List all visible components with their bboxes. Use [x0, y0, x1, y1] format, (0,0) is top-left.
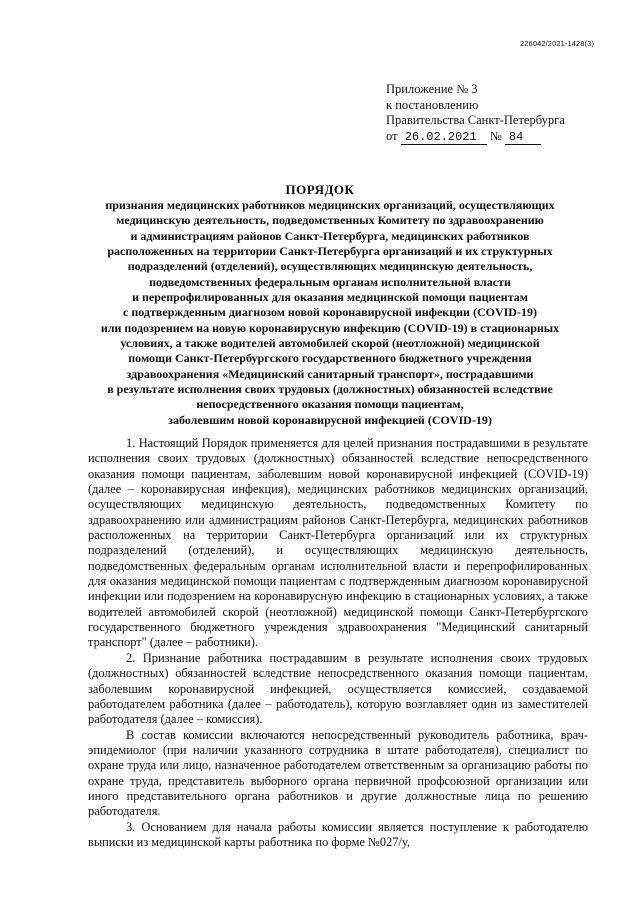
paragraph-2-commission: В состав комиссии включаются непосредственный руководитель работника, врач-эпидемиолог (при наличии указанного сотрудника в штате работодателя), специалист по охране труда или лицо, назначенное работодателем ответственным за организацию работы по охране труда, представитель выборного органа первичной профсоюзной организации или иного представительного органа работников и другие должностные лица по решению работодателя.	[88, 727, 588, 819]
resolution-number: 84	[505, 131, 541, 145]
subtitle-line: подразделений (отделений), осуществляющих медицинскую деятельность,	[127, 259, 533, 274]
document-title: ПОРЯДОК	[285, 182, 355, 197]
paragraph-3: 3. Основанием для начала работы комиссии является поступление к работодателю выписки из медицинской карты работника по форме №027/у,	[88, 819, 588, 849]
appendix-authority: Правительства Санкт-Петербурга	[386, 113, 565, 127]
subtitle-line: помощи Санкт-Петербургского государственного бюджетного учреждения	[128, 351, 532, 366]
subtitle-line: подведомственных федеральным органам исполнительной власти	[149, 274, 511, 289]
subtitle-line: расположенных на территории Санкт-Петербурга организаций и их структурных	[107, 244, 553, 259]
subtitle-line: условиях, а также водителей автомобилей скорой (неотложной) медицинской	[120, 336, 540, 351]
document-id: 226042/2021-1428(3)	[520, 39, 595, 48]
subtitle-line: или подозрением на новую коронавирусную инфекцию (COVID-19) в стационарных	[100, 320, 560, 335]
paragraph-2: 2. Признание работника пострадавшим в результате исполнения своих трудовых (должностных) обязанностей вследствие непосредственного оказания помощи пациентам, заболевшим коронавирусной инфекцией, осуществляется комиссией, создаваемой работодателем работника (далее – работодатель), которую возглавляет один из заместителей работодателя (далее – комиссия).	[88, 650, 588, 727]
subtitle-line: здравоохранения «Медицинский санитарный транспорт», пострадавшими	[126, 366, 534, 381]
date-prefix: от	[386, 128, 398, 143]
document-subtitle	[60, 198, 600, 428]
subtitle-line: медицинскую деятельность, подведомственных Комитету по здравоохранению	[116, 213, 544, 228]
appendix-number: Приложение № 3	[386, 82, 478, 96]
appendix-block	[386, 82, 565, 145]
appendix-date-line	[386, 129, 565, 145]
subtitle-line: и перепрофилированных для оказания медицинской помощи пациентам	[132, 290, 528, 305]
document-body	[88, 436, 588, 850]
subtitle-line: с подтвержденным диагнозом новой коронавирусной инфекции (COVID-19)	[123, 305, 537, 320]
number-prefix: №	[489, 128, 502, 143]
resolution-date: 26.02.2021	[401, 131, 487, 145]
subtitle-line: заболевшим новой коронавирусной инфекцией (COVID-19)	[168, 412, 492, 427]
paragraph-1: 1. Настоящий Порядок применяется для целей признания пострадавшими в результате исполнения своих трудовых (должностных) обязанностей вследствие непосредственного оказания помощи пациентам, заболевшим новой коронавирусной инфекцией (COVID-19) (далее – коронавирусная инфекция), медицинских работников медицинских организаций, осуществляющих медицинскую деятельность, подведомственных Комитету по здравоохранению или администрациям районов Санкт-Петербурга, медицинских работников расположенных на территории Санкт-Петербурга организаций или их структурных подразделений (отделений), и осуществляющих медицинскую деятельность, подведомственных федеральным органам исполнительной власти и перепрофилированных для оказания медицинской помощи пациентам с подтвержденным диагнозом коронавирусной инфекции или подозрением на коронавирусную инфекцию в стационарных условиях, а также водителей автомобилей скорой (неотложной) медицинской помощи Санкт-Петербургского государственного бюджетного учреждения здравоохранения "Медицинский санитарный транспорт" (далее – работники).	[88, 436, 588, 650]
appendix-ref: к постановлению	[386, 97, 479, 112]
subtitle-line: и администрациям районов Санкт-Петербурга, медицинских работников	[130, 228, 530, 243]
subtitle-line: непосредственного оказания помощи пациентам,	[196, 397, 464, 412]
subtitle-line: в результате исполнения своих трудовых (должностных) обязанностей вследствие	[107, 382, 553, 397]
subtitle-line: признания медицинских работников медицинских организаций, осуществляющих	[105, 198, 555, 212]
